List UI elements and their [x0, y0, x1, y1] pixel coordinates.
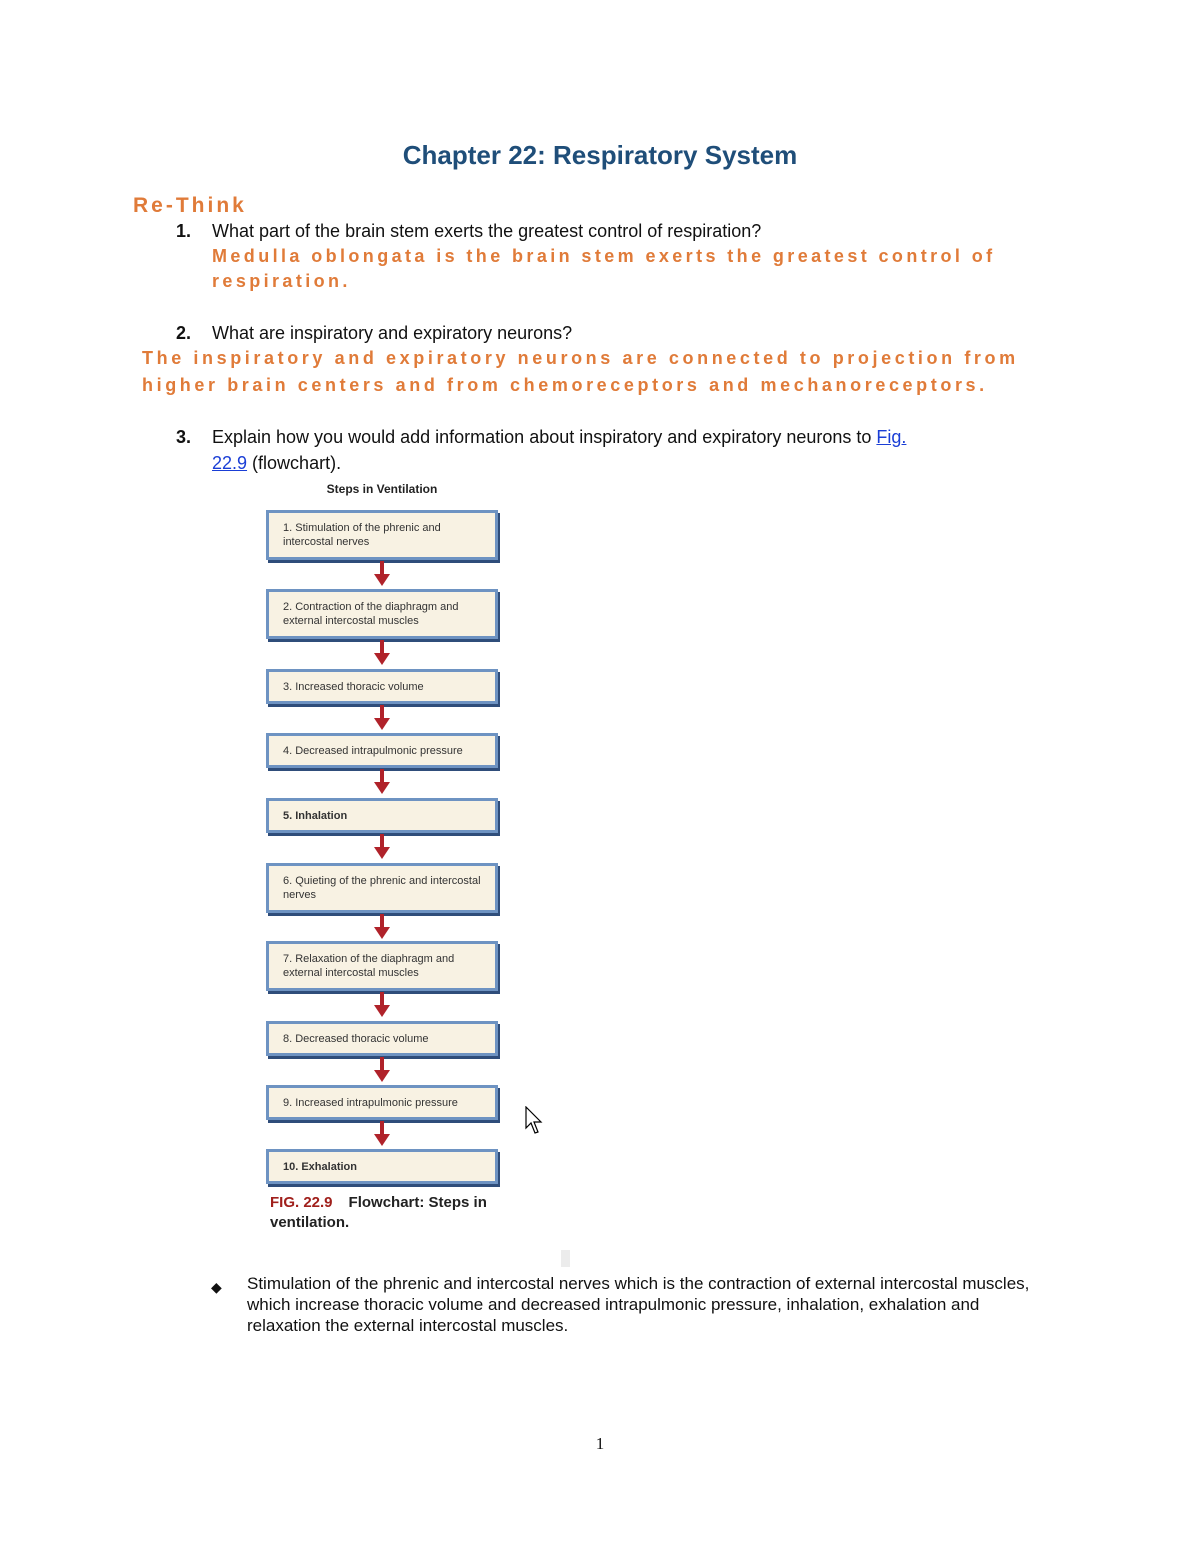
down-arrow-icon	[374, 992, 390, 1018]
question-number: 2.	[176, 323, 192, 343]
question-text-part: Explain how you would add information about inspiratory and expiratory neurons to	[212, 427, 877, 447]
figure-link[interactable]: Fig.	[876, 427, 907, 447]
down-arrow-icon	[374, 640, 390, 666]
flowchart-step-8: 8. Decreased thoracic volume	[266, 1021, 498, 1056]
figure-link-continued[interactable]: 22.9	[212, 453, 248, 473]
question-1	[0, 218, 1200, 246]
mouse-pointer-icon	[525, 1106, 545, 1136]
down-arrow-icon	[374, 914, 390, 940]
figure-caption-label: FIG. 22.9	[270, 1194, 333, 1211]
bullet-icon: ◆	[211, 1279, 222, 1295]
question-text: What are inspiratory and expiratory neurons?	[212, 323, 573, 343]
flowchart-step-9: 9. Increased intrapulmonic pressure	[266, 1085, 498, 1120]
question-text	[212, 424, 1002, 476]
down-arrow-icon	[374, 769, 390, 795]
answer-1-line-2: respiration.	[212, 271, 351, 291]
down-arrow-icon	[374, 834, 390, 860]
down-arrow-icon	[374, 561, 390, 587]
question-number: 3.	[176, 427, 192, 447]
flowchart-step-5: 5. Inhalation	[266, 798, 498, 833]
question-text-part: (flowchart).	[247, 453, 342, 473]
answer-2-line-1: The inspiratory and expiratory neurons are connected to projection from	[142, 348, 1019, 368]
bullet-answer-text: Stimulation of the phrenic and intercostal nerves which is the contraction of external intercostal muscles, which increase thoracic volume and decreased intrapulmonic pressure, inhalation, exhalation and relaxation the external intercostal muscles.	[247, 1274, 1030, 1335]
figure-caption	[270, 1193, 510, 1233]
down-arrow-icon	[374, 1057, 390, 1083]
flowchart-step-10: 10. Exhalation	[266, 1149, 498, 1184]
question-3	[0, 424, 1200, 480]
down-arrow-icon	[374, 705, 390, 731]
section-heading: Re-Think	[133, 194, 247, 217]
flowchart-step-6: 6. Quieting of the phrenic and intercostal nerves	[266, 863, 498, 913]
figure-heading: Steps in Ventilation	[326, 482, 438, 496]
page-number: 1	[595, 1434, 605, 1453]
flowchart-step-4: 4. Decreased intrapulmonic pressure	[266, 733, 498, 768]
flowchart-step-3: 3. Increased thoracic volume	[266, 669, 498, 704]
down-arrow-icon	[374, 1121, 390, 1147]
flowchart-step-2: 2. Contraction of the diaphragm and external intercostal muscles	[266, 589, 498, 639]
answer-2-line-2: higher brain centers and from chemoreceptors and mechanoreceptors.	[142, 375, 988, 395]
selection-mark	[561, 1250, 570, 1267]
flowchart-step-7: 7. Relaxation of the diaphragm and external intercostal muscles	[266, 941, 498, 991]
figure-caption-text: Flowchart: Steps in ventilation.	[270, 1194, 487, 1231]
page-title: Chapter 22: Respiratory System	[402, 140, 798, 170]
flowchart-step-1: 1. Stimulation of the phrenic and intercostal nerves	[266, 510, 498, 560]
question-number: 1.	[176, 221, 192, 241]
question-2	[0, 320, 1200, 348]
ventilation-flowchart-figure	[262, 482, 502, 1242]
question-text: What part of the brain stem exerts the greatest control of respiration?	[212, 221, 762, 241]
answer-1-line-1: Medulla oblongata is the brain stem exerts the greatest control of	[212, 246, 996, 266]
